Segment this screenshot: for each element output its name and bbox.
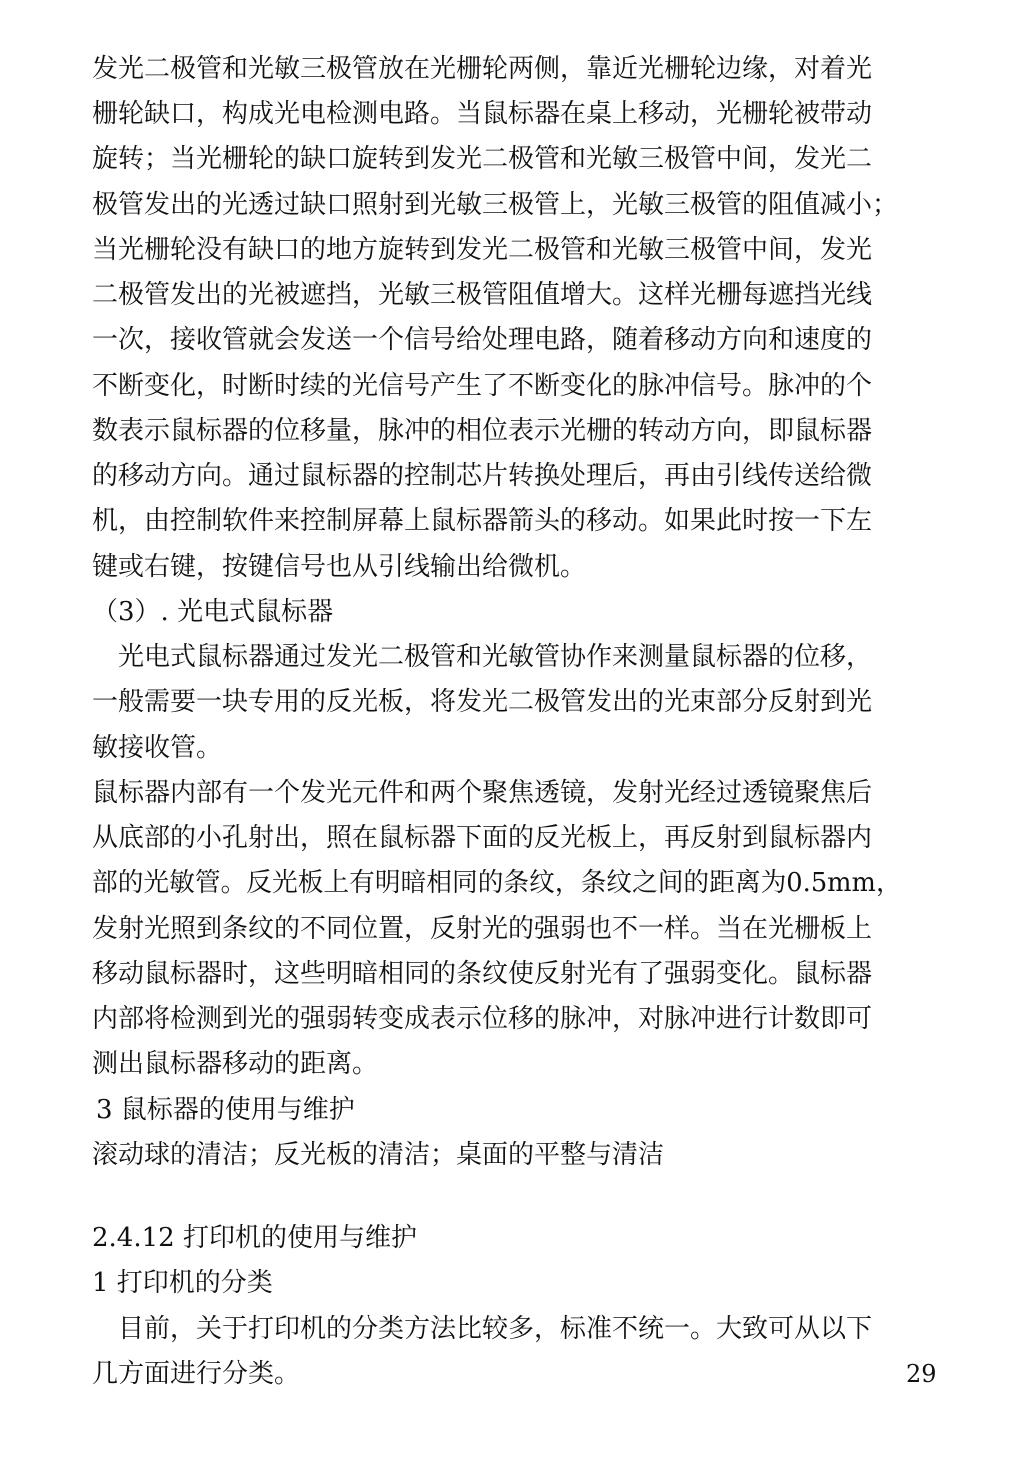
text-line: 测出鼠标器移动的距离。 bbox=[92, 1049, 379, 1079]
text-line: 内部将检测到光的强弱转变成表示位移的脉冲，对脉冲进行计数即可 bbox=[92, 1004, 873, 1034]
text-line: 一般需要一块专用的反光板，将发光二极管发出的光束部分反射到光 bbox=[92, 687, 873, 717]
text-line: 目前，关于打印机的分类方法比较多，标准不统一。大致可从以下 bbox=[118, 1314, 873, 1344]
text-line: 不断变化，时断时续的光信号产生了不断变化的脉冲信号。脉冲的个 bbox=[92, 371, 873, 401]
text-line: 从底部的小孔射出，照在鼠标器下面的反光板上，再反射到鼠标器内 bbox=[92, 823, 873, 853]
section-heading: 3 鼠标器的使用与维护 bbox=[96, 1095, 355, 1125]
text-line: 鼠标器内部有一个发光元件和两个聚焦透镜，发射光经过透镜聚焦后 bbox=[92, 778, 873, 808]
text-line: 几方面进行分类。 bbox=[92, 1359, 301, 1389]
text-line: 旋转；当光栅轮的缺口旋转到发光二极管和光敏三极管中间，发光二 bbox=[92, 144, 873, 174]
text-line: 当光栅轮没有缺口的地方旋转到发光二极管和光敏三极管中间，发光 bbox=[92, 235, 873, 265]
text-line: 键或右键，按键信号也从引线输出给微机。 bbox=[92, 552, 587, 582]
text-line: 二极管发出的光被遮挡，光敏三极管阻值增大。这样光栅每遮挡光线 bbox=[92, 280, 873, 310]
text-line: 数表示鼠标器的位移量，脉冲的相位表示光栅的转动方向，即鼠标器 bbox=[92, 416, 873, 446]
text-line: 极管发出的光透过缺口照射到光敏三极管上，光敏三极管的阻值减小； bbox=[92, 190, 899, 220]
text-line: 光电式鼠标器通过发光二极管和光敏管协作来测量鼠标器的位移， bbox=[118, 642, 873, 672]
text-line: 移动鼠标器时，这些明暗相同的条纹使反射光有了强弱变化。鼠标器 bbox=[92, 959, 873, 989]
text-line: 敏接收管。 bbox=[92, 733, 223, 763]
section-heading: 2.4.12 打印机的使用与维护 bbox=[92, 1223, 417, 1253]
text-line: 机，由控制软件来控制屏幕上鼠标器箭头的移动。如果此时按一下左 bbox=[92, 506, 873, 536]
text-line: 的移动方向。通过鼠标器的控制芯片转换处理后，再由引线传送给微 bbox=[92, 461, 873, 491]
text-line: 一次，接收管就会发送一个信号给处理电路，随着移动方向和速度的 bbox=[92, 325, 873, 355]
subsection-heading: （3）. 光电式鼠标器 bbox=[92, 597, 334, 627]
text-line: 部的光敏管。反光板上有明暗相同的条纹，条纹之间的距离为0.5mm， bbox=[92, 868, 902, 898]
text-line: 滚动球的清洁；反光板的清洁；桌面的平整与清洁 bbox=[92, 1140, 665, 1170]
text-line: 发光二极管和光敏三极管放在光栅轮两侧，靠近光栅轮边缘，对着光 bbox=[92, 54, 873, 84]
section-heading: 1 打印机的分类 bbox=[92, 1268, 273, 1298]
page-number: 29 bbox=[906, 1360, 937, 1388]
text-line: 栅轮缺口，构成光电检测电路。当鼠标器在桌上移动，光栅轮被带动 bbox=[92, 99, 873, 129]
text-line: 发射光照到条纹的不同位置，反射光的强弱也不一样。当在光栅板上 bbox=[92, 914, 873, 944]
